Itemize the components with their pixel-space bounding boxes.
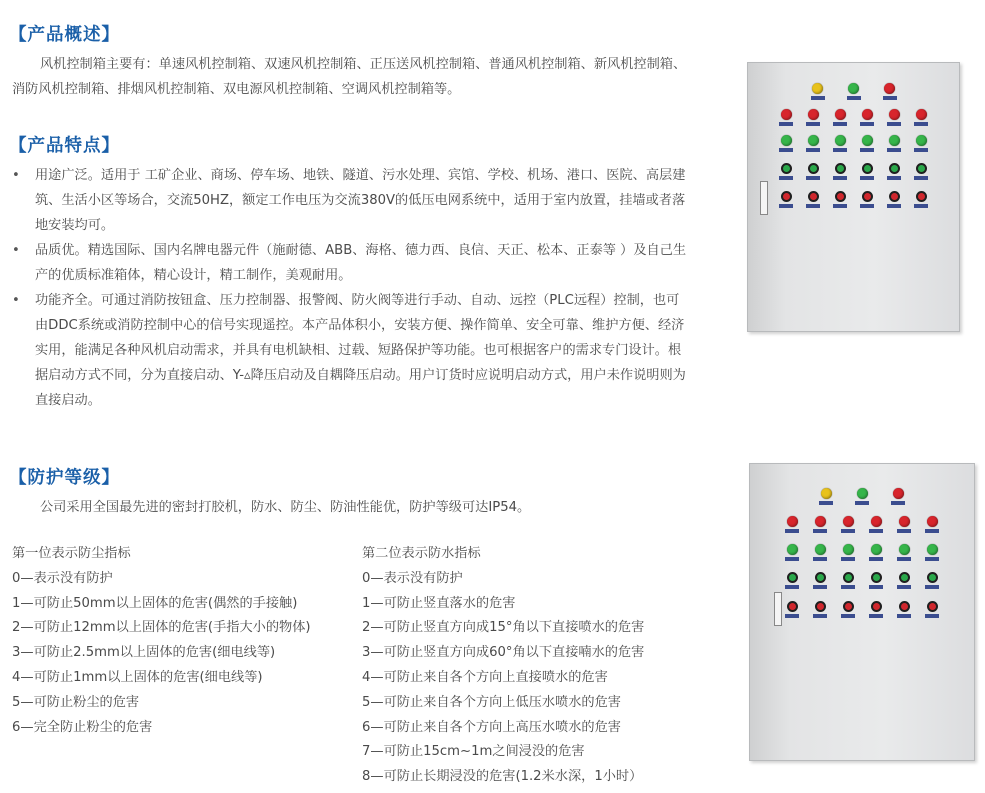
overview-text: 风机控制箱主要有：单速风机控制箱、双速风机控制箱、正压送风机控制箱、普通风机控制箱、新风机控制箱、消防风机控制箱、排烟风机控制箱、双电源风机控制箱、空调风机控制箱等。 [12, 57, 687, 97]
indicator-lamp [848, 83, 859, 94]
indicator-lamp [787, 516, 798, 527]
label-plate [887, 122, 901, 126]
label-plate [841, 529, 855, 533]
label-plate [860, 176, 874, 180]
door-handle [760, 181, 768, 215]
cabinet-component-row [748, 109, 959, 126]
label-plate [785, 557, 799, 561]
control-cabinet-photo [747, 62, 960, 332]
indicator-lamp [889, 135, 900, 146]
push-button [815, 572, 826, 583]
water-rating-item: 8—可防止长期浸没的危害(1.2米水深，1小时） [362, 769, 643, 785]
water-rating-heading: 第二位表示防水指标 [362, 546, 481, 561]
indicator-lamp [927, 544, 938, 555]
label-plate [779, 148, 793, 152]
label-plate [860, 148, 874, 152]
label-plate [914, 176, 928, 180]
dust-rating-item: 2—可防止12mm以上固体的危害(手指大小的物体) [12, 620, 311, 636]
water-rating-item: 6—可防止来自各个方向上高压水喷水的危害 [362, 719, 621, 735]
dust-rating-heading: 第一位表示防尘指标 [12, 546, 131, 561]
label-plate [785, 614, 799, 618]
indicator-lamp [781, 109, 792, 120]
push-button [916, 163, 927, 174]
dust-rating-item: 5—可防止粉尘的危害 [12, 694, 140, 710]
label-plate [806, 204, 820, 208]
water-rating-item: 1—可防止竖直落水的危害 [362, 595, 516, 611]
water-rating-list [362, 542, 702, 790]
push-button [815, 601, 826, 612]
indicator-lamp [815, 516, 826, 527]
label-plate [887, 148, 901, 152]
indicator-lamp [862, 135, 873, 146]
label-plate [833, 204, 847, 208]
label-plate [887, 204, 901, 208]
label-plate [897, 614, 911, 618]
cabinet-component-row [748, 135, 959, 152]
label-plate [847, 96, 861, 100]
push-button [808, 191, 819, 202]
label-plate [897, 557, 911, 561]
indicator-lamp [843, 544, 854, 555]
water-rating-item: 4—可防止来自各个方向上直接喷水的危害 [362, 669, 608, 685]
push-button [871, 572, 882, 583]
label-plate [811, 96, 825, 100]
push-button [843, 572, 854, 583]
dust-rating-item: 1—可防止50mm以上固体的危害(偶然的手接触) [12, 595, 298, 611]
label-plate [841, 557, 855, 561]
feature-item: • 用途广泛。适用于 工矿企业、商场、停车场、地铁、隧道、污水处理、宾馆、学校、机场、港口、医院、高层建筑、生活小区等场合，交流50HZ，额定工作电压为交流380V的低压电网系统中，适用于室内放置，挂墙或者落地安装均可。 [12, 163, 692, 238]
indicator-lamp [884, 83, 895, 94]
water-rating-item: 0—表示没有防护 [362, 570, 463, 586]
cabinet-component-row [748, 163, 959, 180]
push-button [889, 163, 900, 174]
cabinet-component-row [750, 544, 974, 561]
label-plate [925, 557, 939, 561]
indicator-lamp [835, 135, 846, 146]
indicator-lamp [871, 544, 882, 555]
water-rating-item: 5—可防止来自各个方向上低压水喷水的危害 [362, 694, 621, 710]
label-plate [897, 585, 911, 589]
indicator-lamp [821, 488, 832, 499]
push-button [787, 572, 798, 583]
label-plate [813, 557, 827, 561]
label-plate [779, 122, 793, 126]
feature-item: • 功能齐全。可通过消防按钮盒、压力控制器、报警阀、防火阀等进行手动、自动、远控（PLC远程）控制，也可由DDC系统或消防控制中心的信号实现遥控。本产品体积小，安装方便、操作简单、安全可靠、维护方便、经济实用，能满足各种风机启动需求，并具有电机缺相、过载、短路保护等功能。也可根据客户的需求专门设计。根据启动方式不同，分为直接启动、Y-▵降压启动及自耦降压启动。用户订货时应说明启动方式，用户未作说明则为直接启动。 [12, 288, 692, 413]
status-lamp-row [748, 83, 959, 100]
label-plate [833, 148, 847, 152]
push-button [927, 572, 938, 583]
label-plate [833, 122, 847, 126]
indicator-lamp [899, 544, 910, 555]
indicator-lamp [857, 488, 868, 499]
label-plate [869, 557, 883, 561]
push-button [781, 163, 792, 174]
label-plate [869, 529, 883, 533]
label-plate [869, 614, 883, 618]
label-plate [914, 122, 928, 126]
label-plate [785, 585, 799, 589]
label-plate [914, 204, 928, 208]
push-button [927, 601, 938, 612]
dust-rating-list [12, 542, 327, 740]
label-plate [897, 529, 911, 533]
label-plate [833, 176, 847, 180]
label-plate [925, 614, 939, 618]
label-plate [813, 529, 827, 533]
label-plate [860, 122, 874, 126]
control-cabinet-photo [749, 463, 975, 761]
water-rating-item: 2—可防止竖直方向成15°角以下直接喷水的危害 [362, 620, 645, 636]
push-button [899, 601, 910, 612]
status-lamp-row [750, 488, 974, 505]
section-title-overview: 【产品概述】 [9, 25, 120, 45]
label-plate [806, 176, 820, 180]
indicator-lamp [916, 109, 927, 120]
indicator-lamp [787, 544, 798, 555]
label-plate [883, 96, 897, 100]
label-plate [887, 176, 901, 180]
label-plate [925, 529, 939, 533]
indicator-lamp [812, 83, 823, 94]
label-plate [925, 585, 939, 589]
push-button [781, 191, 792, 202]
push-button [835, 163, 846, 174]
push-button [862, 191, 873, 202]
dust-rating-item: 6—完全防止粉尘的危害 [12, 719, 153, 735]
push-button [889, 191, 900, 202]
label-plate [813, 585, 827, 589]
indicator-lamp [835, 109, 846, 120]
push-button [843, 601, 854, 612]
label-plate [841, 585, 855, 589]
section-title-protection: 【防护等级】 [9, 468, 120, 488]
label-plate [806, 122, 820, 126]
indicator-lamp [916, 135, 927, 146]
feature-item: • 品质优。精选国际、国内名牌电器元件（施耐德、ABB、海格、德力西、良信、天正、松本、正泰等 ）及自己生产的优质标准箱体，精心设计，精工制作，美观耐用。 [12, 238, 692, 288]
cabinet-component-row [748, 191, 959, 208]
label-plate [779, 204, 793, 208]
push-button [871, 601, 882, 612]
dust-rating-item: 0—表示没有防护 [12, 570, 113, 586]
protection-text: 公司采用全国最先进的密封打胶机，防水、防尘、防油性能优，防护等级可达IP54。 [40, 500, 531, 515]
indicator-lamp [781, 135, 792, 146]
label-plate [819, 501, 833, 505]
indicator-lamp [899, 516, 910, 527]
push-button [835, 191, 846, 202]
push-button [862, 163, 873, 174]
push-button [899, 572, 910, 583]
cabinet-component-row [750, 516, 974, 533]
indicator-lamp [871, 516, 882, 527]
label-plate [855, 501, 869, 505]
section-title-features: 【产品特点】 [9, 136, 120, 156]
push-button [808, 163, 819, 174]
indicator-lamp [808, 109, 819, 120]
push-button [787, 601, 798, 612]
label-plate [813, 614, 827, 618]
label-plate [841, 614, 855, 618]
water-rating-item: 7—可防止15cm~1m之间浸没的危害 [362, 744, 585, 760]
label-plate [785, 529, 799, 533]
door-handle [774, 592, 782, 626]
indicator-lamp [862, 109, 873, 120]
water-rating-item: 3—可防止竖直方向成60°角以下直接喃水的危害 [362, 645, 645, 661]
label-plate [869, 585, 883, 589]
features-list [12, 163, 692, 413]
label-plate [860, 204, 874, 208]
cabinet-component-row [750, 572, 974, 589]
dust-rating-item: 4—可防止1mm以上固体的危害(细电线等) [12, 669, 263, 685]
indicator-lamp [927, 516, 938, 527]
dust-rating-item: 3—可防止2.5mm以上固体的危害(细电线等) [12, 645, 276, 661]
label-plate [891, 501, 905, 505]
indicator-lamp [889, 109, 900, 120]
indicator-lamp [843, 516, 854, 527]
indicator-lamp [815, 544, 826, 555]
push-button [916, 191, 927, 202]
label-plate [806, 148, 820, 152]
label-plate [779, 176, 793, 180]
indicator-lamp [808, 135, 819, 146]
indicator-lamp [893, 488, 904, 499]
cabinet-component-row [750, 601, 974, 618]
label-plate [914, 148, 928, 152]
